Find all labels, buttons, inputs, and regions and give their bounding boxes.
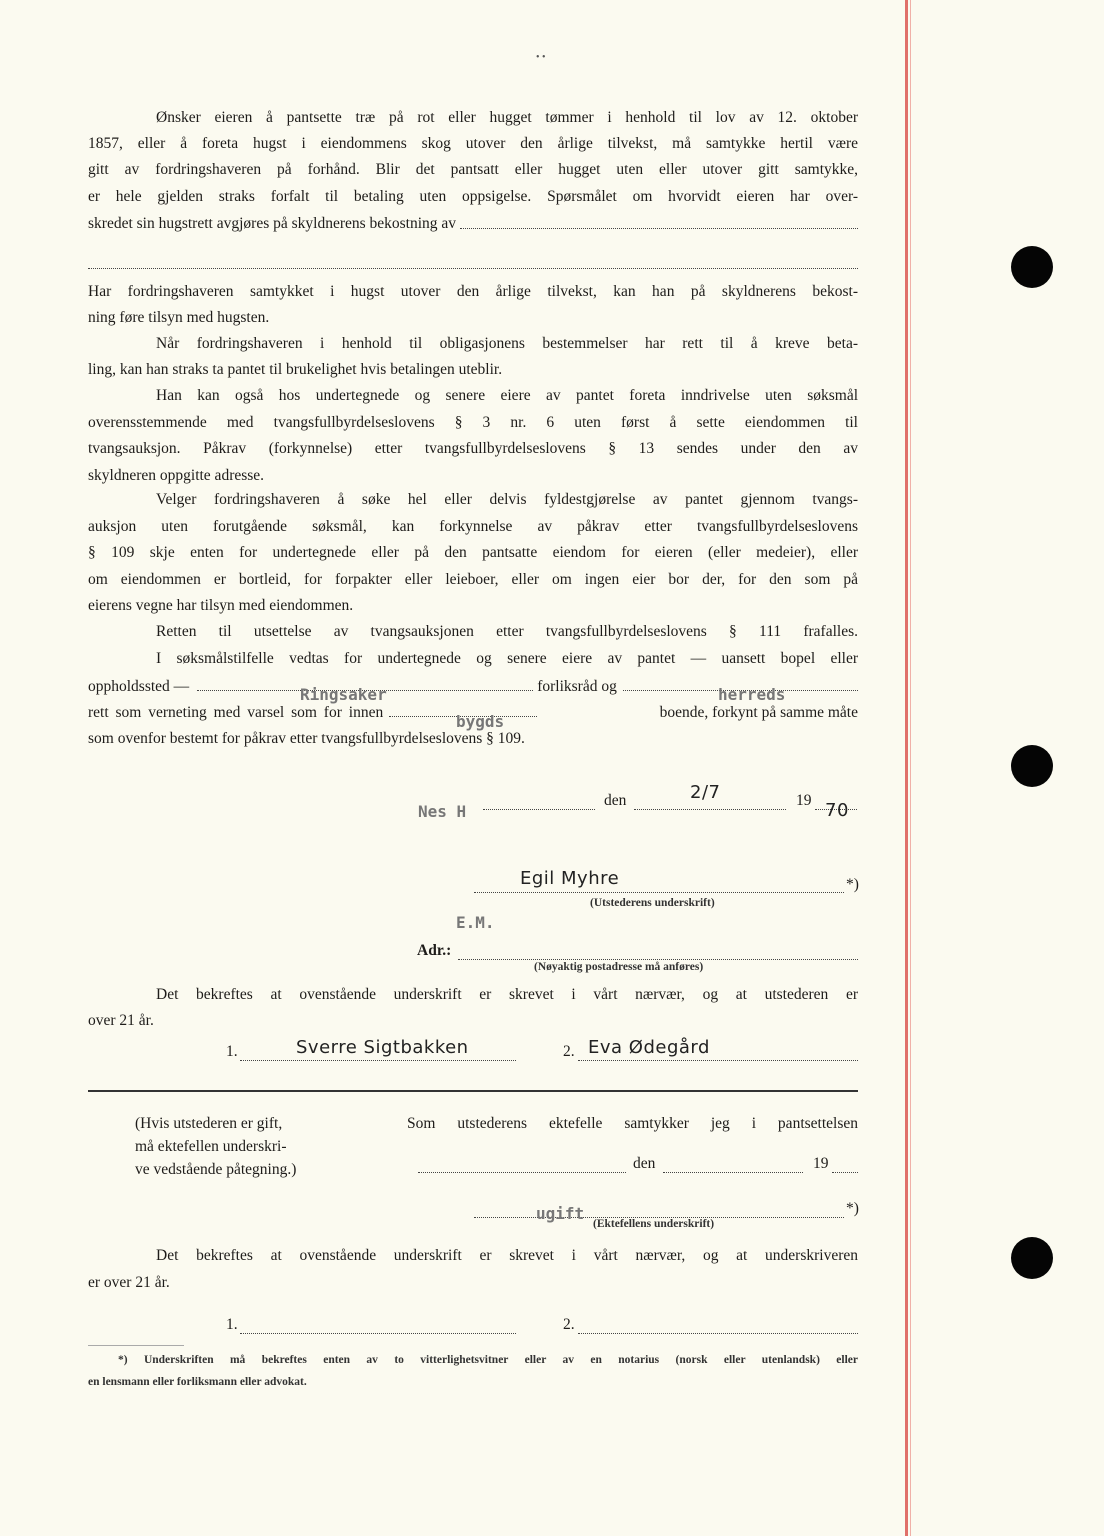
section-divider [88, 1090, 858, 1092]
spouse-place-field[interactable] [418, 1158, 626, 1173]
footnote-mark: *) [846, 876, 859, 893]
spouse-den-label: den [633, 1155, 656, 1172]
address-caption: (Nøyaktig postadresse må anføres) [534, 961, 704, 973]
address-field[interactable] [458, 945, 858, 960]
spouse-note-line: må ektefellen underskri- [135, 1138, 287, 1155]
den-label: den [604, 792, 627, 809]
witness-2-signature: Eva Ødegård [588, 1037, 710, 1058]
filled-place: Nes H [418, 802, 467, 821]
footnote-line: *) Underskriften må bekreftes enten av to vitterlighetsvitner eller av en notarius (norsk eller utenlandsk) eller [118, 1354, 858, 1366]
para6-line: Retten til utsettelse av tvangsauksjonen etter tvangsfullbyrdelseslovens § 111 frafalles. [156, 623, 858, 640]
spouse-caption: (Ektefellens underskrift) [593, 1218, 715, 1230]
para2-line: Har fordringshaveren samtykket i hugst utover den årlige tilvekst, kan han på skyldnerens bekost- [88, 283, 858, 300]
filled-rett: herreds [718, 685, 786, 704]
footnote-line: en lensmann eller forliksmann eller advokat. [88, 1376, 307, 1388]
para4-line: Han kan også hos undertegnede og senere eiere av pantet foreta inndrivelse uten søksmål [156, 387, 858, 404]
adr-label: Adr.: [417, 942, 452, 959]
punch-hole [1011, 745, 1053, 787]
spouse-consent: Som utstederens ektefelle samtykker jeg i pantsettelsen [407, 1115, 858, 1132]
para1-line: gitt av fordringshaveren på forhånd. Blir det pantsatt eller hugget uten eller utover gitt samtykke, [88, 161, 858, 178]
spouse-date-field[interactable] [663, 1158, 803, 1173]
spouse-note-line: ve vedstående påtegning.) [135, 1161, 297, 1178]
witness-4-field[interactable] [578, 1319, 858, 1334]
para3-line: ling, kan han straks ta pantet til brukelighet hvis betalingen uteblir. [88, 361, 503, 378]
para4-line: skyldneren oppgitte adresse. [88, 467, 265, 484]
spouse-signature-field[interactable] [474, 1203, 844, 1218]
footnote-rule [88, 1345, 184, 1346]
para1-line-last [88, 214, 858, 234]
para5-line: om eiendommen er bortleid, for forpakter eller leieboer, eller om ingen eier bor der, for den som på [88, 571, 858, 588]
para7-text: forliksråd og [537, 678, 617, 695]
para2-line: ning føre tilsyn med hugsten. [88, 309, 270, 326]
para7-line: som ovenfor bestemt for påkrav etter tvangsfullbyrdelseslovens § 109. [88, 730, 525, 747]
filled-date: 2/7 [690, 782, 721, 803]
witness-4-label: 2. [563, 1316, 575, 1333]
para7-line: I søksmålstilfelle vedtas for undertegnede og senere eiere av pantet — uansett bopel eller [156, 650, 858, 667]
filled-innen: bygds [456, 712, 505, 731]
punch-hole [1011, 1237, 1053, 1279]
witness-3-label: 1. [226, 1316, 238, 1333]
para1-line: 1857, eller å foreta hugst i eiendommens skog utover den årlige tilvekst, må samtykke hertil være [88, 135, 858, 152]
filled-year: 70 [825, 800, 849, 821]
issuer-signature: Egil Myhre [520, 868, 620, 889]
confirm2-line: Det bekreftes at ovenstående underskrift er skrevet i vårt nærvær, og at underskriveren [156, 1247, 858, 1264]
filled-forliksrad: Ringsaker [300, 685, 387, 704]
margin-line [905, 0, 908, 1536]
para4-line: tvangsauksjon. Påkrav (forkynnelse) etter tvangsfullbyrdelseslovens § 13 sendes under den av [88, 440, 858, 457]
century-label: 19 [796, 792, 812, 809]
page-marks: • • [536, 52, 546, 63]
confirm2-line: er over 21 år. [88, 1274, 170, 1291]
place-field[interactable] [483, 795, 595, 810]
para7-text: rett som verneting med varsel som for innen [88, 704, 384, 721]
para3-line: Når fordringshaveren i henhold til obligasjonens bestemmelser har rett til å kreve beta- [156, 335, 858, 352]
footnote-mark: *) [846, 1200, 859, 1217]
para1-line: Ønsker eieren å pantsette træ på rot eller hugget tømmer i henhold til lov av 12. oktober [156, 109, 858, 126]
para5-line: auksjon uten forutgående søksmål, kan forkynnelse av påkrav etter tvangsfullbyrdelseslovens [88, 518, 858, 535]
witness-1-label: 1. [226, 1043, 238, 1060]
filled-spouse: ugift [536, 1204, 585, 1223]
para5-line: Velger fordringshaveren å søke hel eller delvis fyldestgjørelse av pantet gjennom tvangs- [156, 491, 858, 508]
spouse-note-line: (Hvis utstederen er gift, [135, 1115, 283, 1132]
witness-2-label: 2. [563, 1043, 575, 1060]
para5-line: eierens vegne har tilsyn med eiendommen. [88, 597, 354, 614]
blank-line[interactable] [88, 254, 858, 275]
filled-initials: E.M. [456, 913, 495, 932]
para7-text: boende, forkynt på samme måte [659, 704, 858, 721]
para1-line: er hele gjelden straks forfalt til betaling uten oppsigelse. Spørsmålet om hvorvidt eieren har over- [88, 188, 858, 205]
para1-text: skredet sin hugstrett avgjøres på skyldnerens bekostning av [88, 215, 457, 232]
spouse-year-field[interactable] [832, 1158, 858, 1173]
bekostning-field[interactable] [460, 214, 858, 229]
para7-text: oppholdssted — [88, 678, 190, 695]
para4-line: overensstemmende med tvangsfullbyrdelseslovens § 3 nr. 6 uten først å sette eiendommen til [88, 414, 858, 431]
margin-line-shadow [910, 0, 911, 1536]
confirm1-line: over 21 år. [88, 1012, 154, 1029]
witness-1-signature: Sverre Sigtbakken [296, 1037, 469, 1058]
para5-line: § 109 skje enten for undertegnede eller på den pantsatte eiendom for eieren (eller medeier), eller [88, 544, 858, 561]
witness-3-field[interactable] [240, 1319, 516, 1334]
spouse-century-label: 19 [813, 1155, 829, 1172]
punch-hole [1011, 246, 1053, 288]
issuer-caption: (Utstederens underskrift) [590, 897, 715, 909]
confirm1-line: Det bekreftes at ovenstående underskrift er skrevet i vårt nærvær, og at utstederen er [156, 986, 858, 1003]
